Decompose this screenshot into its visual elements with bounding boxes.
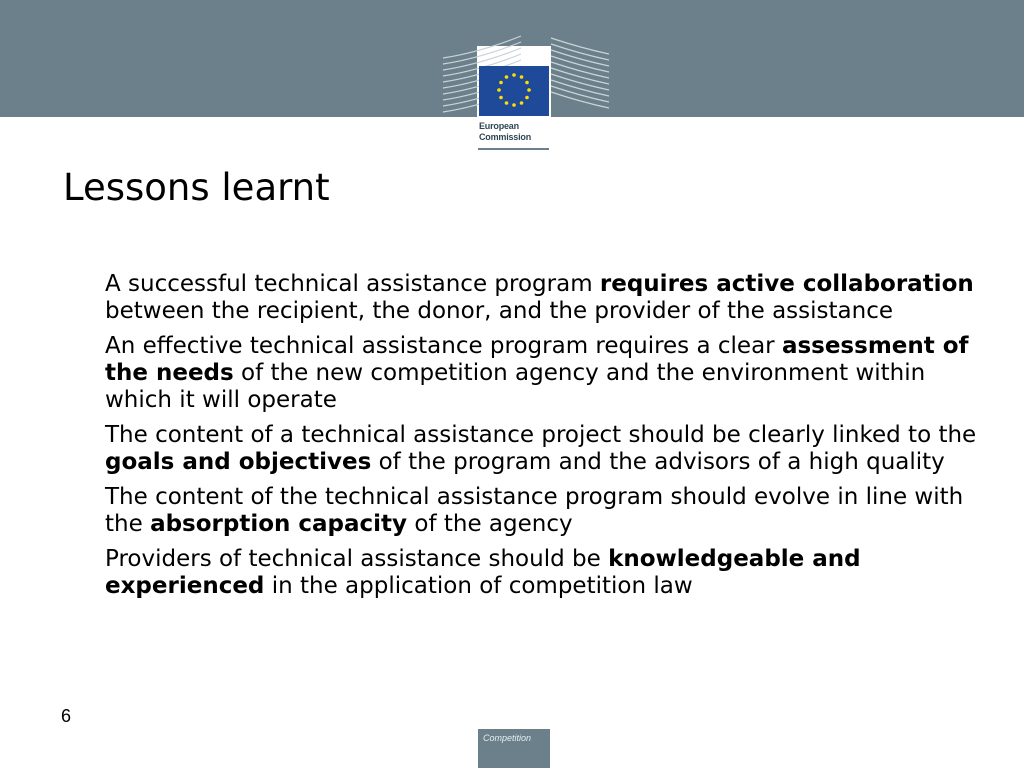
bullet-list bbox=[105, 271, 985, 608]
bullet-text: Providers of technical assistance should be bbox=[105, 546, 609, 572]
bullet-emphasis: requires active collaboration bbox=[599, 271, 974, 297]
bullet-text: of the agency bbox=[407, 511, 573, 537]
bullet-emphasis: assessment of the needs bbox=[105, 333, 969, 386]
bullet-text: The content of a technical assistance project should be clearly linked to the bbox=[105, 422, 977, 448]
footer-tab-label: Competition bbox=[483, 733, 532, 743]
bullet-item bbox=[105, 484, 985, 538]
european-commission-logo bbox=[441, 34, 610, 152]
bullet-item bbox=[105, 271, 985, 325]
bullet-text: in the application of competition law bbox=[264, 573, 693, 599]
bullet-emphasis: goals and objectives bbox=[105, 449, 372, 475]
bullet-text: A successful technical assistance program bbox=[105, 271, 600, 297]
bullet-text: between the recipient, the donor, and the provider of the assistance bbox=[105, 298, 894, 324]
page-number: 6 bbox=[61, 706, 72, 726]
bullet-item bbox=[105, 333, 985, 414]
logo-line-commission: Commission bbox=[479, 132, 532, 142]
logo-underline bbox=[478, 148, 549, 150]
bullet-emphasis: absorption capacity bbox=[150, 511, 408, 537]
page-title: Lessons learnt bbox=[63, 166, 330, 209]
logo-line-european: European bbox=[479, 121, 519, 131]
footer-tab bbox=[478, 729, 550, 768]
bullet-item bbox=[105, 546, 985, 600]
bullet-item bbox=[105, 422, 985, 476]
logo-text bbox=[479, 121, 531, 143]
bullet-text: of the new competition agency and the environment within which it will operate bbox=[105, 360, 926, 413]
bullet-text: The content of the technical assistance program should evolve in line with the bbox=[105, 484, 964, 537]
bullet-text: An effective technical assistance program requires a clear bbox=[105, 333, 782, 359]
bullet-emphasis: knowledgeable and experienced bbox=[105, 546, 861, 599]
bullet-text: of the program and the advisors of a high quality bbox=[371, 449, 945, 475]
